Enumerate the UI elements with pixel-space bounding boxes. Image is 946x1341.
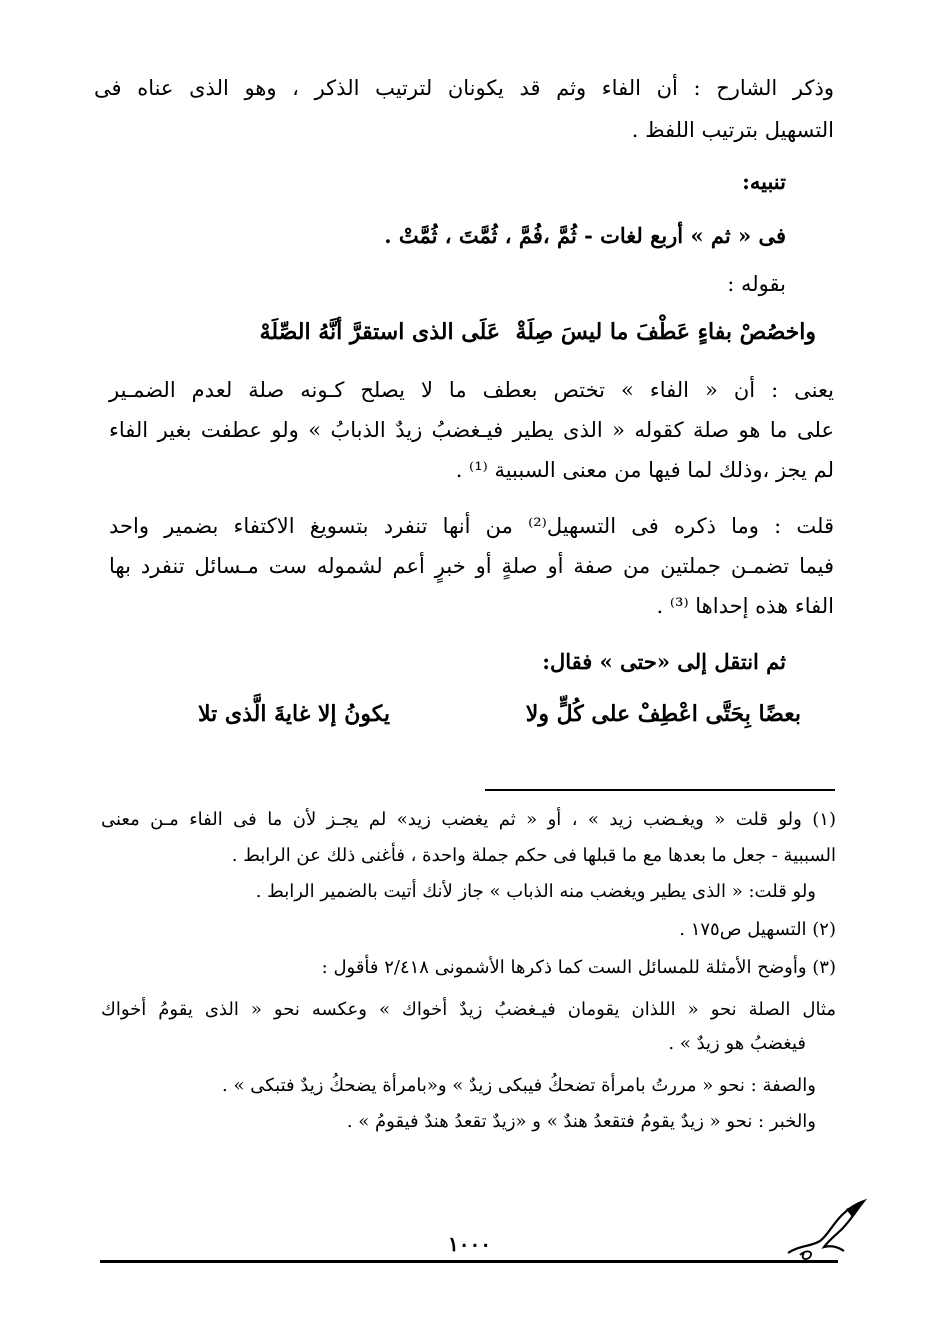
verse-2-right-hemistich: بعضًا بِحَتَّى اعْطِفْ على كُلٍّ ولا — [525, 701, 801, 727]
footnote-separator — [485, 789, 835, 791]
tanbih-heading: تنبيه: — [742, 169, 786, 194]
biqawlihi-label: بقوله : — [727, 272, 786, 296]
footnote-3-line-a: مثال الصلة نحو « اللذان يقومان فيـغضبُ زيدٌ أخواك » وعكسه نحو « الذى يقومُ أخواك — [101, 999, 836, 1020]
footnote-3: (٣) وأوضح الأمثلة للمسائل الست كما ذكرها الأشمونى ٢/٤١٨ فأقول : — [321, 957, 836, 978]
footnote-3-line-b: فيغضبُ هو زيدٌ » . — [668, 1033, 806, 1054]
footnote-3-line-c: والصفة : نحو « مررتُ بامرأة تضحكُ فيبكى زيدٌ » و«بامرأة يضحكُ زيدٌ فتبكى » . — [222, 1075, 816, 1096]
qult-line-2: فيما تضمـن جملتين من صفة أو صلةٍ أو خبرٍ أعم لشموله ست مـسائل تنفرد بها — [109, 554, 834, 578]
verse-1-right-hemistich: واخصُصْ بفاءٍ عَطْفَ ما ليسَ صِلَةْ — [515, 319, 816, 345]
bottom-rule — [100, 1260, 838, 1263]
yani-line-3: لم يجز ،وذلك لما فيها من معنى السببية ⁽¹⁾ . — [455, 458, 834, 482]
footnote-3-line-d: والخبر : نحو « زيدٌ يقومُ فتقعدُ هندٌ » و «زيدٌ تقعدُ هندٌ فيقومُ » . — [346, 1111, 816, 1132]
tanbih-text: فى « ثم » أربع لغات - ثُمَّ ،فُمَّ ، ثُمَّتَ ، ثُمَّتْ . — [384, 223, 786, 248]
yani-line-2: على ما هو صلة كقوله « الذى يطير فيـغضبُ زيدٌ الذبابُ » ولو عطفت بغير الفاء — [109, 418, 834, 442]
qult-line-1: قلت : وما ذكره فى التسهيل⁽²⁾ من أنها تنفرد بتسويغ الاكتفاء بضمير واحد — [109, 514, 834, 538]
verse-1-left-hemistich: عَلَى الذى استقرَّ أنَّهُ الصِّلَهْ — [259, 319, 500, 345]
thumma-line: ثم انتقل إلى «حتى » فقال: — [542, 649, 786, 674]
qult-line-3: الفاء هذه إحداها ⁽³⁾ . — [656, 594, 834, 618]
yani-line-1: يعنى : أن « الفاء » تختص بعطف ما لا يصلح كـونه صلة لعدم الضمـير — [109, 378, 834, 402]
footnote-1-line-c: ولو قلت: « الذى يطير ويغضب منه الذباب » جاز لأنك أتيت بالضمير الرابط . — [255, 881, 816, 902]
body-line-2: التسهيل بترتيب اللفظ . — [631, 118, 834, 142]
footnote-2: (٢) التسهيل ص١٧٥ . — [679, 919, 836, 940]
quill-signature-icon — [780, 1195, 870, 1265]
verse-2-left-hemistich: يكونُ إلا غايةَ الَّذى تلا — [197, 701, 390, 727]
page-number: ١٠٠٠ — [448, 1232, 491, 1256]
footnote-1-line-a: (١) ولو قلت « ويغـضب زيد » ، أو « ثم يغضب زيد» لم يجـز لأن ما فى الفاء مـن معنى — [101, 809, 836, 830]
body-line-1: وذكر الشارح : أن الفاء وثم قد يكونان لترتيب الذكر ، وهو الذى عناه فى — [94, 76, 834, 100]
footnote-1-line-b: السببية - جعل ما بعدها مع ما قبلها فى حكم جملة واحدة ، فأغنى ذلك عن الرابط . — [231, 845, 836, 866]
